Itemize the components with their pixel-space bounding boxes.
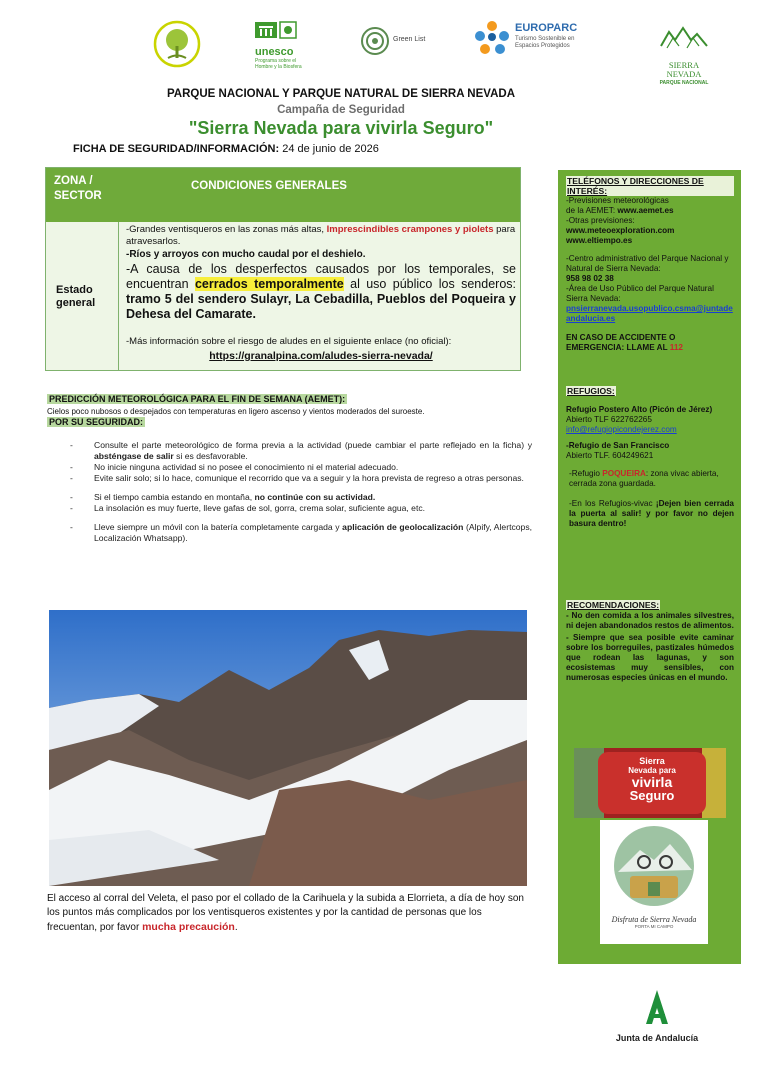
list-dash: - [70,522,73,532]
row-label-cell [46,222,119,370]
phones-title: TELÉFONOS Y DIRECCIONES DE INTERÉS: [566,176,734,196]
list-dash: - [70,473,73,483]
caption-warning: mucha precaución [142,921,235,933]
sierra-nevada-text-1: SIERRA [668,60,700,70]
tip-text: No inicie ninguna actividad si no posee el conocimiento ni el material adecuado. [94,462,399,472]
tip-text-end: (Alpify, Alertcops, Localización Whatsapp). [94,522,533,543]
junta-andalucia-logo [612,988,702,1044]
closures-text-2: al uso público los senderos: [343,277,516,291]
tip-text: Consulte el parte meteorológico de forma previa a la actividad (puede cambiar el parte reflejado en la ficha) y [94,440,532,450]
refuges-title: REFUGIOS: [567,386,615,396]
condition-snow-end: para atravesarlos. [126,224,516,247]
table-row [46,222,520,370]
unesco-wordmark: unesco [255,46,294,58]
tip-text: Lleve siempre un móvil con la batería completamente cargada y [94,522,343,532]
safety-tips-list [70,440,532,544]
area-label: -Área de Uso Público del Parque Natural Sierra Nevada: [566,284,714,303]
forecast-title: PREDICCIÓN METEOROLÓGICA PARA EL FIN DE SEMANA (AEMET): [49,394,346,404]
biosphere-logo [152,20,202,68]
emergency-text: EN CASO DE ACCIDENTE O EMERGENCIA: LLAME AL [566,333,676,352]
condition-closures [126,262,516,322]
tip-bold: absténgase de salir [94,451,174,461]
tip-bold: no continúe con su actividad. [254,492,376,502]
recommendations-title: RECOMENDACIONES: [567,600,660,610]
condition-snow [126,224,516,248]
shirt-text-1: Sierra [639,756,665,766]
table-header [46,168,520,222]
green-list-text: Green List [393,36,426,43]
list-item [70,440,532,462]
recommendations-section [566,600,734,683]
row-label-line-2: general [56,297,96,309]
refuge-1-email-link[interactable]: info@refugiopicondejerez.com [566,425,677,434]
ficha-date: 24 de junio de 2026 [279,143,379,155]
condition-snow-text: -Grandes ventisqueros en las zonas más altas, [126,224,327,235]
refuge-3-name: POQUEIRA [602,469,646,478]
info-sidebar [558,170,741,964]
refuge-vivac [566,499,734,529]
header-zona-sector [54,174,102,204]
campaign-slogan: "Sierra Nevada para vivirla Seguro" [188,118,494,138]
tip-bold: aplicación de geolocalización [342,522,464,532]
unesco-subtext: Programa sobre el Hombre y la Biosfera [255,58,302,70]
unesco-logo [252,20,312,70]
europarc-logo [472,18,582,58]
recommendation-1: - No den comida a los animales silvestres, ni dejen abandonados restos de alimentos. [566,611,734,630]
closures-text: -A causa de los desperfectos causados por los temporales, se encuentran [126,262,516,291]
europarc-subtext-1: Turismo Sostenible en [515,36,575,42]
centro-label: -Centro administrativo del Parque Nacional y Natural de Sierra Nevada: [566,254,729,273]
conditions-cell [126,224,516,362]
meteoexploration-link[interactable]: www.meteoexploration.com [566,226,675,235]
shirt-text-3: vivirla [631,774,673,790]
phones-section [566,176,734,353]
ficha-line [73,143,379,155]
refuge-2-name: -Refugio de San Francisco [566,441,670,450]
header-condiciones: CONDICIONES GENERALES [191,180,347,192]
sierra-nevada-text-3: PARQUE NACIONAL [659,80,709,86]
shirt-text-4: Seguro [629,788,675,803]
aemet-line [566,206,734,216]
photo-caption [47,892,527,935]
page-title: PARQUE NACIONAL Y PARQUE NATURAL DE SIERRA NEVADA [166,88,515,100]
row-label [56,284,95,310]
avalanche-info: -Más información sobre el riesgo de aludes en el siguiente enlace (no oficial): [126,336,452,347]
area-email-link[interactable]: pnsierranevada.usopublico.csma@juntadeandalucia.es [566,304,733,323]
aemet-label-2: de la AEMET: [566,206,618,215]
safety-title: POR SU SEGURIDAD: [49,417,144,427]
europarc-wordmark: EUROPARC [515,22,578,34]
list-item [70,522,532,544]
green-list-logo [360,26,430,60]
shirt-print [598,752,706,814]
mountain-photo [49,610,527,886]
emergency-number: 112 [669,343,683,352]
recommendation-2: - Siempre que sea posible evite caminar sobre los borreguiles, pastizales húmedos que rodean las lagunas, y son ecosistemas muy sensibles, con numerosas especies únicas en el mundo. [566,633,734,682]
refuge-vivac-label: -En los Refugios-vivac [569,499,656,508]
aemet-link[interactable]: www.aemet.es [617,206,674,215]
tip-text-end: si es desfavorable. [173,451,248,461]
row-label-line-1: Estado [56,284,93,296]
refuge-1-phone: Abierto TLF 622762265 [566,415,652,424]
sierra-nevada-text-2: NEVADA [666,69,702,79]
caption-end: . [234,922,238,933]
closed-trails: tramo 5 del sendero Sulayr, La Cebadilla, Pueblos del Poqueira y Dehesa del Camarate. [126,292,516,321]
refuge-2-phone: Abierto TLF. 604249621 [566,451,654,460]
disfruta-card [600,820,708,944]
centro-phone: 958 98 02 38 [566,274,614,283]
eltiempo-link[interactable]: www.eltiempo.es [566,236,633,245]
shirt-text-2: Nevada para [628,766,676,775]
avalanche-link[interactable]: https://granalpina.com/aludes-sierra-nevada/ [209,350,433,362]
header-zona: ZONA / [54,175,93,187]
forecast-text: Cielos poco nubosos o despejados con temperaturas en ligero ascenso y vientos moderados del suroeste. [47,407,425,416]
refuge-3 [566,469,734,489]
refuge-3-label: -Refugio [569,469,603,478]
list-item [70,503,532,514]
refuge-3-text: : zona vivac abierta, cerrada zona guardada. [569,469,719,488]
list-dash: - [70,462,73,472]
tip-text: La insolación es muy fuerte, lleve gafas de sol, gorra, crema solar, suficiente agua, etc. [94,503,426,513]
list-dash: - [70,492,73,502]
refuges-section [566,386,734,529]
refuge-1-name: Refugio Postero Alto (Picón de Jérez) [566,405,713,414]
tip-text: Si el tiempo cambia estando en montaña, [94,492,255,502]
closures-highlight: cerrados temporalmente [194,277,344,291]
card-subtitle: PORTA MI CAMPO [634,924,674,929]
refuge-vivac-warning: ¡Dejen bien cerrada la puerta al salir! y por favor no dejen basura dentro! [569,499,734,528]
other-forecasts-label: -Otras previsiones: [566,216,635,225]
card-title: Disfruta de Sierra Nevada [611,915,697,924]
junta-emblem-icon [612,988,702,1028]
header-sector: SECTOR [54,190,102,202]
junta-text: Junta de Andalucía [615,1033,699,1043]
list-item [70,492,532,503]
list-dash: - [70,440,73,450]
emergency-line [566,333,734,353]
list-item [70,473,532,484]
sierra-nevada-logo [652,26,716,96]
europarc-subtext-2: Espacios Protegidos [515,43,570,49]
crampons-warning: Imprescindibles crampones y piolets [326,224,494,235]
list-item [70,462,532,473]
campaign-shirt-image [574,748,726,818]
aemet-label: -Previsiones meteorológicas [566,196,669,205]
caption-text: El acceso al corral del Veleta, el paso por el collado de la Carihuela y la subida a Elorrieta, a día de hoy son los puntos más complicados por los ventisqueros existentes y por la cantidad de personas que los frecuentan, por favor [47,893,524,933]
ficha-label: FICHA DE SEGURIDAD/INFORMACIÓN: [73,143,280,155]
condition-rivers: -Ríos y arroyos con mucho caudal por el deshielo. [126,249,366,260]
list-dash: - [70,503,73,513]
campaign-subtitle: Campaña de Seguridad [277,104,405,116]
tip-text: Evite salir solo; si lo hace, comunique el recorrido que va a seguir y la hora prevista de regreso a otras personas. [94,473,524,483]
conditions-table [45,167,521,371]
